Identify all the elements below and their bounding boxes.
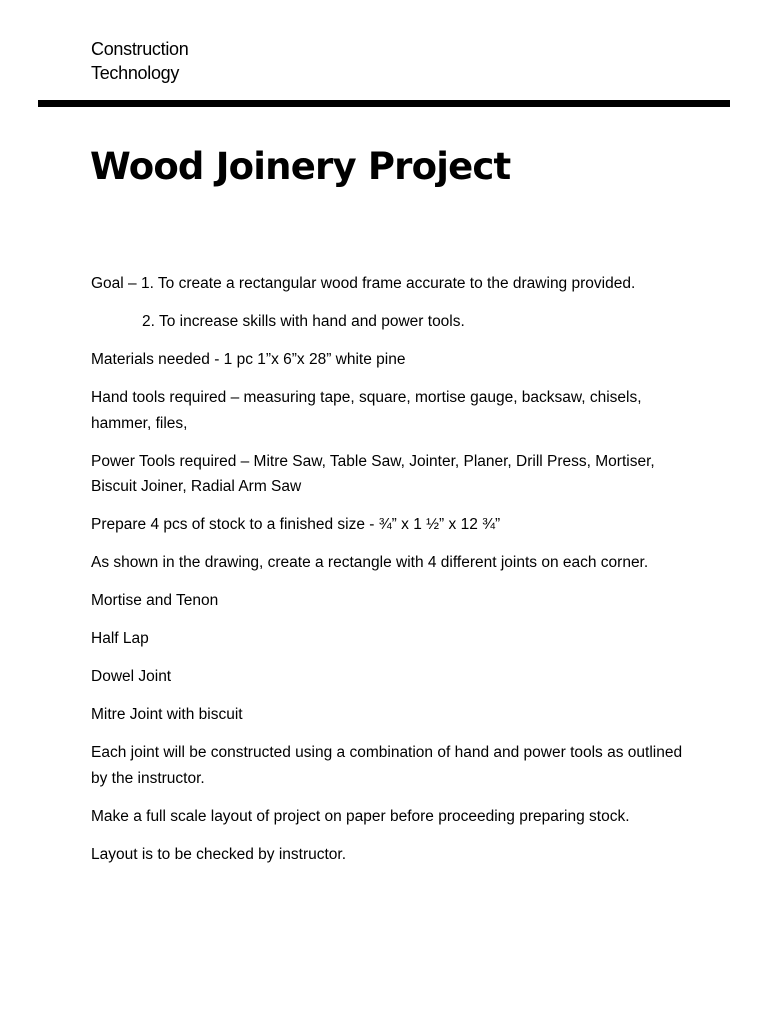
department-header	[91, 37, 188, 85]
layout-check-paragraph: Layout is to be checked by instructor.	[91, 845, 347, 863]
department-line-1: Construction	[91, 39, 189, 59]
joint-mitre-biscuit: Mitre Joint with biscuit	[91, 706, 243, 723]
power-tools-paragraph: Power Tools required – Mitre Saw, Table Saw, Jointer, Planer, Drill Press, Mortiser, Biscuit Joiner, Radial Arm Saw	[91, 452, 655, 495]
layout-paragraph: Make a full scale layout of project on paper before proceeding preparing stock.	[91, 807, 630, 825]
hand-tools-paragraph: Hand tools required – measuring tape, square, mortise gauge, backsaw, chisels, hammer, files,	[91, 389, 642, 432]
rectangle-instructions: As shown in the drawing, create a rectangle with 4 different joints on each corner.	[91, 554, 649, 571]
goal-item-2: 2. To increase skills with hand and power tools.	[142, 313, 465, 330]
stock-paragraph: Prepare 4 pcs of stock to a finished size - ¾” x 1 ½” x 12 ¾”	[91, 516, 501, 533]
joint-mortise-tenon: Mortise and Tenon	[91, 592, 219, 609]
header-divider	[38, 100, 730, 107]
document-body	[91, 271, 701, 880]
joint-half-lap: Half Lap	[91, 630, 149, 647]
department-line-2: Technology	[91, 63, 180, 83]
page-title: Wood Joinery Project	[90, 145, 511, 188]
joint-dowel: Dowel Joint	[91, 668, 172, 685]
construction-paragraph: Each joint will be constructed using a combination of hand and power tools as outlined by the instructor.	[91, 744, 683, 787]
goal-paragraph: Goal – 1. To create a rectangular wood frame accurate to the drawing provided.	[91, 275, 636, 292]
materials-paragraph: Materials needed - 1 pc 1”x 6”x 28” white pine	[91, 351, 406, 368]
